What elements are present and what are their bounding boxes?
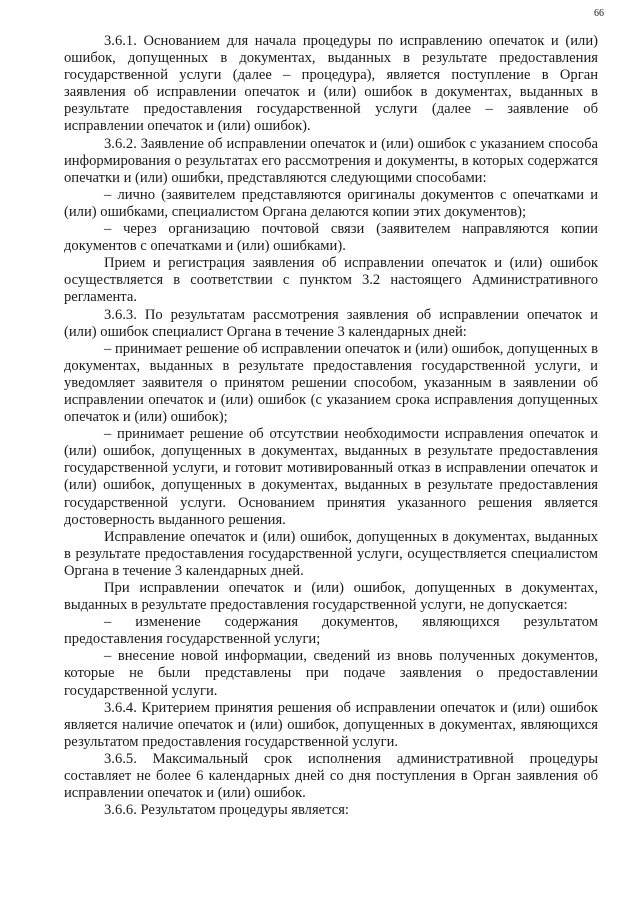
paragraph-not-allowed: При исправлении опечаток и (или) ошибок, допущенных в документах, выданных в результате предоставления государственной услуги, не допускается: — [64, 580, 598, 614]
paragraph-3-6-3: 3.6.3. По результатам рассмотрения заявления об исправлении опечаток и (или) ошибок специалист Органа в течение 3 календарных дней: — [64, 306, 598, 340]
document-body — [64, 33, 598, 819]
list-item-content-change: – изменение содержания документов, являющихся результатом предоставления государственной услуги; — [64, 614, 598, 648]
list-item-refusal-decision: – принимает решение об отсутствии необходимости исправления опечаток и (или) ошибок, допущенных в документах, выданных в результате предоставления государственной услуги, и готовит мотивированный отказ в исправлении опечаток и (или) ошибок, допущенных в документах, выданных в результате предоставления государственной услуги. Основанием принятия указанного решения является достоверность выданного решения. — [64, 426, 598, 528]
paragraph-3-6-1: 3.6.1. Основанием для начала процедуры по исправлению опечаток и (или) ошибок, допущенных в документах, выданных в результате предоставления государственной услуги (далее – процедура), является поступление в Орган заявления об исправлении опечаток и (или) ошибок в документах, выданных в результате предоставления государственной услуги (далее – заявление об исправлении опечаток и (или) ошибок). — [64, 33, 598, 135]
paragraph-correction-term: Исправление опечаток и (или) ошибок, допущенных в документах, выданных в результате предоставления государственной услуги, осуществляется специалистом Органа в течение 3 календарных дней. — [64, 528, 598, 579]
list-item-in-person: – лично (заявителем представляются оригиналы документов с опечатками и (или) ошибками, специалистом Органа делаются копии этих документов); — [64, 186, 598, 220]
paragraph-3-6-6: 3.6.6. Результатом процедуры является: — [104, 802, 349, 819]
list-item-postal: – через организацию почтовой связи (заявителем направляются копии документов с опечатками и (или) ошибками). — [64, 221, 598, 255]
list-item-new-information: – внесение новой информации, сведений из вновь полученных документов, которые не были представлены при подаче заявления о предоставлении государственной услуги. — [64, 648, 598, 699]
list-item-correction-decision: – принимает решение об исправлении опечаток и (или) ошибок, допущенных в документах, выданных в результате предоставления государственной услуги, и уведомляет заявителя о принятом решении способом, указанным в заявлении об исправлении опечаток и (или) ошибок (с указанием срока исправления допущенных опечаток и (или) ошибок); — [64, 340, 598, 426]
paragraph-3-6-5: 3.6.5. Максимальный срок исполнения административной процедуры составляет не более 6 календарных дней со дня поступления в Орган заявления об исправлении опечаток и (или) ошибок. — [64, 750, 598, 802]
paragraph-registration: Прием и регистрация заявления об исправлении опечаток и (или) ошибок осуществляется в соответствии с пунктом 3.2 настоящего Административного регламента. — [64, 255, 598, 306]
paragraph-3-6-2: 3.6.2. Заявление об исправлении опечаток и (или) ошибок с указанием способа информирования о результатах его рассмотрения и документы, в которых содержатся опечатки и (или) ошибки, представляются следующими способами: — [64, 135, 598, 186]
page-number: 66 — [594, 8, 604, 19]
paragraph-3-6-4: 3.6.4. Критерием принятия решения об исправлении опечаток и (или) ошибок является наличие опечаток и (или) ошибок, допущенных в документах, являющихся результатом предоставления государственной услуги. — [64, 699, 598, 750]
